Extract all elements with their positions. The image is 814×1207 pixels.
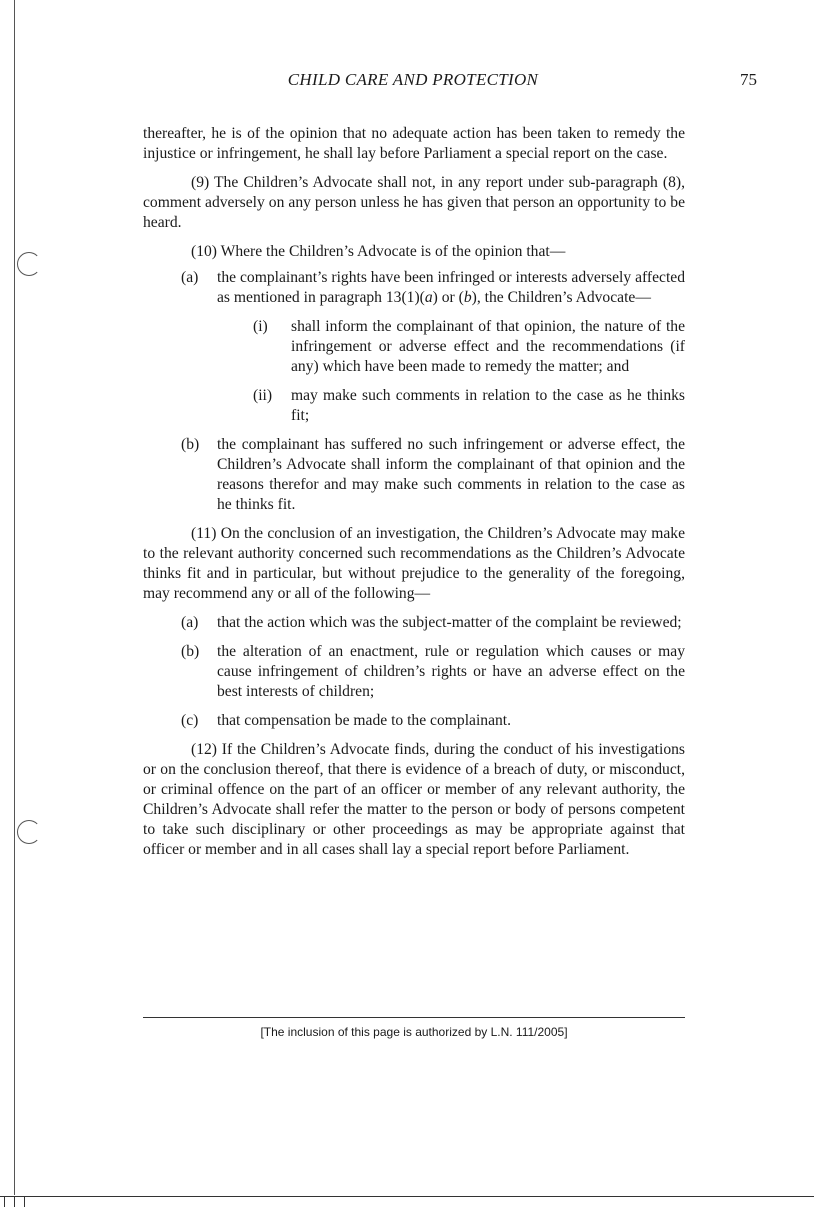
list-item-11a [143,613,685,633]
item-text: the alteration of an enactment, rule or regulation which causes or may cause infringement of children’s rights or have an adverse effect on the best interests of children; [217,643,685,700]
paragraph-9: (9) The Children’s Advocate shall not, in any report under sub-paragraph (8), comment adversely on any person unless he has given that person an opportunity to be heard. [143,174,685,231]
sub-item-text: shall inform the complainant of that opinion, the nature of the infringement or adverse effect and the recommendations (if any) which have been made to remedy the matter; and [291,318,685,375]
paragraph-10-intro: (10) Where the Children’s Advocate is of the opinion that— [191,243,566,260]
sub-item-label: (ii) [253,387,273,404]
footer-authorization-note: [The inclusion of this page is authorized by L.N. 111/2005] [260,1025,568,1039]
edge-tick [14,1197,15,1207]
list-item-11b [143,642,685,702]
item-text-part: ), the Children’s Advocate— [471,289,651,306]
paragraph-12: (12) If the Children’s Advocate finds, during the conduct of his investigations or on the conclusion thereof, that there is evidence of a breach of duty, or misconduct, or criminal offence on the part of an officer or member of any relevant authority, the Children’s Advocate shall refer the matter to the person or body of persons competent to take such disciplinary or other proceedings as may be appropriate against that officer or member and in all cases shall lay a special report before Parliament. [143,741,685,858]
punch-hole-mark [17,820,41,844]
item-text [217,268,685,308]
item-label: (b) [181,436,200,453]
binding-margin-line [14,0,15,1195]
footer-divider [143,1017,685,1018]
item-label: (b) [181,643,200,660]
edge-tick [4,1197,5,1207]
paragraph-continuation: thereafter, he is of the opinion that no adequate action has been taken to remedy the injustice or infringement, he shall lay before Parliament a special report on the case. [143,125,685,162]
sub-item-10a-i [143,317,685,377]
sub-item-label: (i) [253,318,268,335]
item-text: that compensation be made to the complainant. [217,712,512,729]
list-item-10a [143,268,685,308]
sub-item-text: may make such comments in relation to the case as he thinks fit; [291,387,685,424]
item-text: that the action which was the subject-matter of the complaint be reviewed; [217,614,682,631]
item-text-part: ) or ( [432,289,464,306]
item-label: (c) [181,712,199,729]
list-item-10b [143,435,685,515]
punch-hole-mark [17,252,41,276]
item-text: the complainant has suffered no such infringement or adverse effect, the Children’s Advocate shall inform the complainant of that opinion and the reasons therefor and may make such comments in relation to the case as he thinks fit. [217,436,685,513]
item-text-part: a [424,289,433,306]
edge-tick [24,1197,25,1207]
item-label: (a) [181,269,199,286]
sub-item-10a-ii [143,386,685,426]
item-text-part: the complainant’s rights have been infringed or interests adversely affected as mentioned in paragraph 13(1)( [217,269,685,306]
paragraph-11: (11) On the conclusion of an investigation, the Children’s Advocate may make to the relevant authority concerned such recommendations as the Children’s Advocate thinks fit and in particular, but without prejudice to the generality of the foregoing, may recommend any or all of the following— [143,525,685,602]
running-header-title: CHILD CARE AND PROTECTION [287,70,539,89]
item-label: (a) [181,614,199,631]
list-item-11c [143,711,685,731]
bottom-edge-line [0,1196,814,1197]
item-text-part: b [463,289,472,306]
document-body [143,124,685,869]
page-number: 75 [740,70,757,89]
